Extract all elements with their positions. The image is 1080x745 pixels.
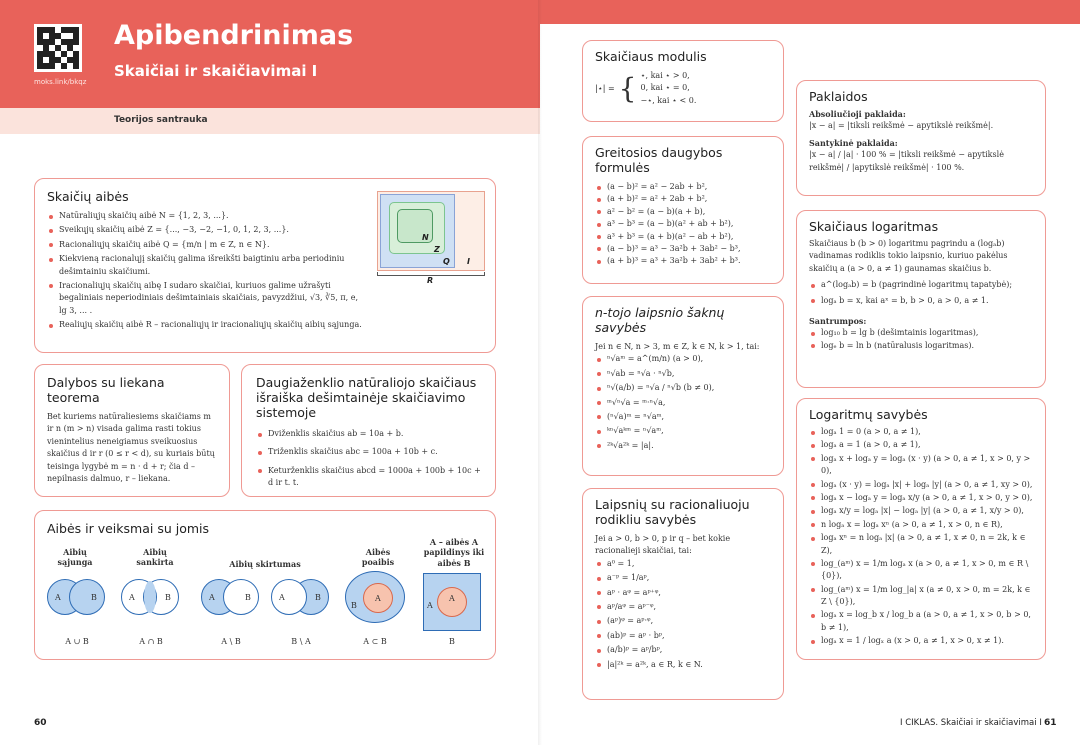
diff-ba-circle-a (271, 579, 307, 615)
list-item: Natūraliųjų skaičių aibė N = {1, 2, 3, ...}. (47, 210, 365, 222)
list-item: Triženklis skaičius abc = 100a + 10b + c. (256, 446, 481, 458)
list-item: logₐ 1 = 0 (a > 0, a ≠ 1), (809, 426, 1033, 438)
set-ops-title: Aibės ir veiksmai su jomis (47, 521, 210, 536)
list-item: a² − b² = (a − b)(a + b), (595, 206, 771, 218)
list-item: logₐ x = log_b x / log_b a (a > 0, a ≠ 1, x > 0, b > 0, b ≠ 1), (809, 609, 1033, 634)
letter-b: B (245, 593, 251, 602)
caption-subset: A ⊂ B (363, 637, 387, 646)
op-head-intersection: Aibių sankirta (136, 547, 174, 568)
roots-title: n-tojo laipsnio šaknų savybės (595, 305, 725, 335)
qr-code-icon (37, 27, 79, 69)
page-subtitle: Skaičiai ir skaičiavimai I (114, 62, 318, 80)
number-sets-card (34, 178, 496, 353)
list-item: |a|²ᵏ = a²ᵏ, a ∈ R, k ∈ N. (595, 659, 771, 671)
list-item: Realiųjų skaičių aibė R – racionaliųjų ir iracionaliųjų skaičių aibių sąjunga. (47, 319, 487, 331)
caption-complement: B (449, 637, 455, 646)
number-sets-diagram (377, 191, 485, 285)
letter-b: B (91, 593, 97, 602)
list-item: (aᵖ)ᵠ = aᵖ·ᵠ, (595, 615, 771, 627)
qr-link[interactable]: moks.link/bkqz (34, 78, 87, 86)
list-item: a⁰ = 1, (595, 558, 771, 570)
list-item: Dviženklis skaičius ab = 10a + b. (256, 428, 481, 440)
qr-code[interactable] (34, 24, 82, 72)
list-item: a^(logₐb) = b (pagrindinė logaritmų tapatybė); (809, 279, 1033, 291)
abbr-head: Santrumpos: (809, 315, 867, 326)
letter-a: A (129, 593, 135, 602)
list-item: logₐ xⁿ = n logₐ |x| (a > 0, a ≠ 1, x ≠ 0, n = 2k, k ∈ Z), (809, 532, 1033, 557)
errors-card (796, 80, 1046, 196)
letter-b: B (165, 593, 171, 602)
division-title: Dalybos su liekana teorema (47, 375, 165, 405)
list-item: (a + b)³ = a³ + 3a²b + 3ab² + b³. (595, 255, 771, 267)
rational-powers-title: Laipsnių su racionaliuoju rodikliu savybės (595, 497, 750, 527)
page-number-right: 61 (1044, 718, 1057, 728)
modulus-card (582, 40, 784, 122)
caption-intersection: A ∩ B (139, 637, 163, 646)
rational-powers-card (582, 488, 784, 700)
list-item: aᵖ · aᵠ = aᵖ⁺ᵠ, (595, 587, 771, 599)
list-item: logₐ b = x, kai aˣ = b, b > 0, a > 0, a ≠ 1. (809, 295, 1033, 307)
list-item: Keturženklis skaičius abcd = 1000a + 100b + 10c + d ir t. t. (256, 465, 481, 490)
log-props-list (809, 426, 1033, 648)
letter-a: A (427, 601, 433, 610)
list-item: Iracionaliųjų skaičių aibę I sudaro skaičiai, kuriuos galime užrašyti begaliniais neperiodiniais dešimtainiais skaičiais, pavyzdžiui, √3, ∛5, π, e, lg 3, ... . (47, 280, 365, 317)
list-item: (a − b)³ = a³ − 3a²b + 3ab² − b³, (595, 243, 771, 255)
roots-list (595, 353, 771, 452)
summary-band (0, 108, 540, 134)
summary-label: Teorijos santrauka (114, 115, 208, 125)
caption-union: A ∪ B (65, 637, 89, 646)
logarithm-list (809, 279, 1033, 307)
list-item: ᵐ√ⁿ√a = ᵐ·ⁿ√a, (595, 397, 771, 409)
modulus-title: Skaičiaus modulis (595, 49, 707, 64)
logarithm-card (796, 210, 1046, 388)
modulus-line: ⋆, kai ⋆ > 0, (640, 71, 690, 80)
rel-error-head: Santykinė paklaida: (809, 137, 898, 148)
rel-error-text: |x − a| / |a| · 100 % = |tikslі reikšmė − apytikslė reikšmė| / |apytikslė reikšmė| · 100 %. (809, 150, 1004, 172)
modulus-line: 0, kai ⋆ = 0, (640, 83, 690, 93)
abs-error-head: Absoliučioji paklaida: (809, 109, 906, 119)
diff-ab-circle-b (223, 579, 259, 615)
rational-powers-intro: Jei a > 0, b > 0, p ir q – bet kokie racionalieji skaičiai, tai: (595, 534, 731, 556)
list-item: logₐ x − logₐ y = logₐ x/y (a > 0, a ≠ 1, x > 0, y > 0), (809, 492, 1033, 504)
set-z-label: Z (434, 245, 440, 254)
op-head-difference: Aibių skirtumas (229, 559, 301, 569)
list-item: logₐ x + logₐ y = logₐ (x · y) (a > 0, a ≠ 1, x > 0, y > 0), (809, 453, 1033, 478)
letter-b: B (315, 593, 321, 602)
multidigit-title: Daugiaženklio natūraliojo skaičiaus išraiška dešimtainėje skaičiavimo sistemoje (256, 375, 477, 420)
division-card (34, 364, 230, 497)
list-item: (ⁿ√a)ᵐ = ⁿ√aᵐ, (595, 411, 771, 423)
set-r-brace (377, 272, 485, 276)
list-item: log_(aᵐ) x = 1/m log_|a| x (a ≠ 0, x > 0, m = 2k, k ∈ Z \ {0}), (809, 584, 1033, 609)
modulus-line: −⋆, kai ⋆ < 0. (640, 95, 697, 105)
list-item: (a + b)² = a² + 2ab + b², (595, 193, 771, 205)
chapter-label: I CIKLAS. Skaičiai ir skaičiavimai I (900, 718, 1042, 728)
list-item: (a/b)ᵖ = aᵖ/bᵖ, (595, 644, 771, 656)
list-item: a⁻ᵖ = 1/aᵖ, (595, 572, 771, 584)
multidigit-list (256, 428, 481, 490)
list-item: a³ + b³ = (a + b)(a² − ab + b²), (595, 231, 771, 243)
number-sets-list-last (47, 319, 487, 331)
list-item: logₐ (x · y) = logₐ |x| + logₐ |y| (a > 0, a ≠ 1, xy > 0), (809, 479, 1033, 491)
list-item: a³ − b³ = (a − b)(a² + ab + b²), (595, 218, 771, 230)
list-item: Sveikųjų skaičių aibė Z = {..., −3, −2, −1, 0, 1, 2, 3, ...}. (47, 224, 365, 236)
list-item: ᵏⁿ√aᵏᵐ = ⁿ√aᵐ, (595, 425, 771, 437)
op-head-union: Aibių sąjunga (57, 547, 93, 568)
fast-mult-card (582, 136, 784, 284)
top-strip (540, 0, 1080, 24)
page-title: Apibendrinimas (114, 20, 354, 51)
list-item: log_(aᵐ) x = 1/m logₐ x (a > 0, a ≠ 1, x > 0, m ∈ R \ {0}), (809, 558, 1033, 583)
errors-title: Paklaidos (809, 89, 868, 104)
log-props-card (796, 398, 1046, 660)
list-item: logₐ a = 1 (a > 0, a ≠ 1), (809, 439, 1033, 451)
op-head-subset: Aibės poaibis (361, 547, 395, 568)
caption-a-minus-b: A \ B (221, 637, 241, 646)
brace-icon: { (618, 71, 637, 105)
abbr-list (809, 327, 1033, 352)
letter-a: A (375, 594, 381, 603)
list-item: logₐ x/y = logₐ |x| − logₐ |y| (a > 0, a ≠ 1, x/y > 0), (809, 505, 1033, 517)
letter-a: A (279, 593, 285, 602)
modulus-lhs: |⋆| = (595, 84, 615, 94)
union-circle-b (69, 579, 105, 615)
list-item: logₑ b = ln b (natūralusis logaritmas). (809, 340, 1033, 352)
modulus-formula (595, 70, 771, 107)
letter-a: A (449, 594, 455, 603)
logarithm-text: Skaičiaus b (b > 0) logaritmu pagrindu a (logₐb) vadinamas rodiklis tokio laipsnio, kuriuo pakėlus skaičių a (a > 0, a ≠ 1) gaunamas skaičius b. (809, 239, 1008, 273)
letter-a: A (55, 593, 61, 602)
fast-mult-title: Greitosios daugybos formulės (595, 145, 723, 175)
multidigit-card (241, 364, 496, 497)
list-item: ⁿ√aᵐ = a^(m/n) (a > 0), (595, 353, 771, 365)
abs-error-text: |x − a| = |tikslі reikšmė − apytikslė reikšmė|. (809, 121, 994, 131)
op-head-complement: A – aibės A papildinys iki aibės B (423, 537, 485, 568)
list-item: ²ᵏ√a²ᵏ = |a|. (595, 440, 771, 452)
rational-powers-list (595, 558, 771, 671)
intersection-overlap (144, 581, 156, 613)
set-q-label: Q (443, 257, 450, 266)
number-sets-list (47, 210, 365, 317)
list-item: ⁿ√ab = ⁿ√a · ⁿ√b, (595, 368, 771, 380)
list-item: (ab)ᵖ = aᵖ · bᵖ, (595, 630, 771, 642)
roots-intro: Jei n ∈ N, n > 3, m ∈ Z, k ∈ N, k > 1, tai: (595, 342, 760, 351)
list-item: Kiekvieną racionalųjį skaičių galima išreikšti baigtiniu arba periodiniu dešimtainiu skaičiumi. (47, 253, 365, 278)
list-item: ⁿ√(a/b) = ⁿ√a / ⁿ√b (b ≠ 0), (595, 382, 771, 394)
letter-a: A (209, 593, 215, 602)
fast-mult-list (595, 181, 771, 268)
list-item: logₐ x = 1 / logₓ a (x > 0, a ≠ 1, x > 0, x ≠ 1). (809, 635, 1033, 647)
caption-b-minus-a: B \ A (291, 637, 311, 646)
letter-b: B (351, 601, 357, 610)
set-i-label: I (467, 257, 470, 266)
page-gutter (538, 0, 542, 745)
division-text: Bet kuriems natūraliesiems skaičiams m ir n (m > n) visada galima rasti tokius vienintelius neneigiamus sveikuosius skaičius d ir r (0 ≤ r < d), su kuriais būtų teisinga lygybė m = n · d + r; čia d – nepilnasis dalmuo, r – liekana. (47, 412, 215, 483)
list-item: n logₐ x = logₐ xⁿ (a > 0, a ≠ 1, x > 0, n ∈ R), (809, 519, 1033, 531)
number-sets-title: Skaičių aibės (47, 189, 129, 204)
list-item: aᵖ/aᵠ = aᵖ⁻ᵠ, (595, 601, 771, 613)
set-n-label: N (422, 233, 429, 242)
set-r-label: R (427, 276, 434, 285)
right-page (540, 0, 1080, 745)
list-item: log₁₀ b = lg b (dešimtainis logaritmas), (809, 327, 1033, 339)
set-ops-card (34, 510, 496, 660)
logarithm-title: Skaičiaus logaritmas (809, 219, 939, 234)
log-props-title: Logaritmų savybės (809, 407, 928, 422)
list-item: (a − b)² = a² − 2ab + b², (595, 181, 771, 193)
roots-card (582, 296, 784, 476)
list-item: Racionaliųjų skaičių aibė Q = {m/n | m ∈ Z, n ∈ N}. (47, 239, 365, 251)
page-number-left: 60 (34, 718, 47, 728)
